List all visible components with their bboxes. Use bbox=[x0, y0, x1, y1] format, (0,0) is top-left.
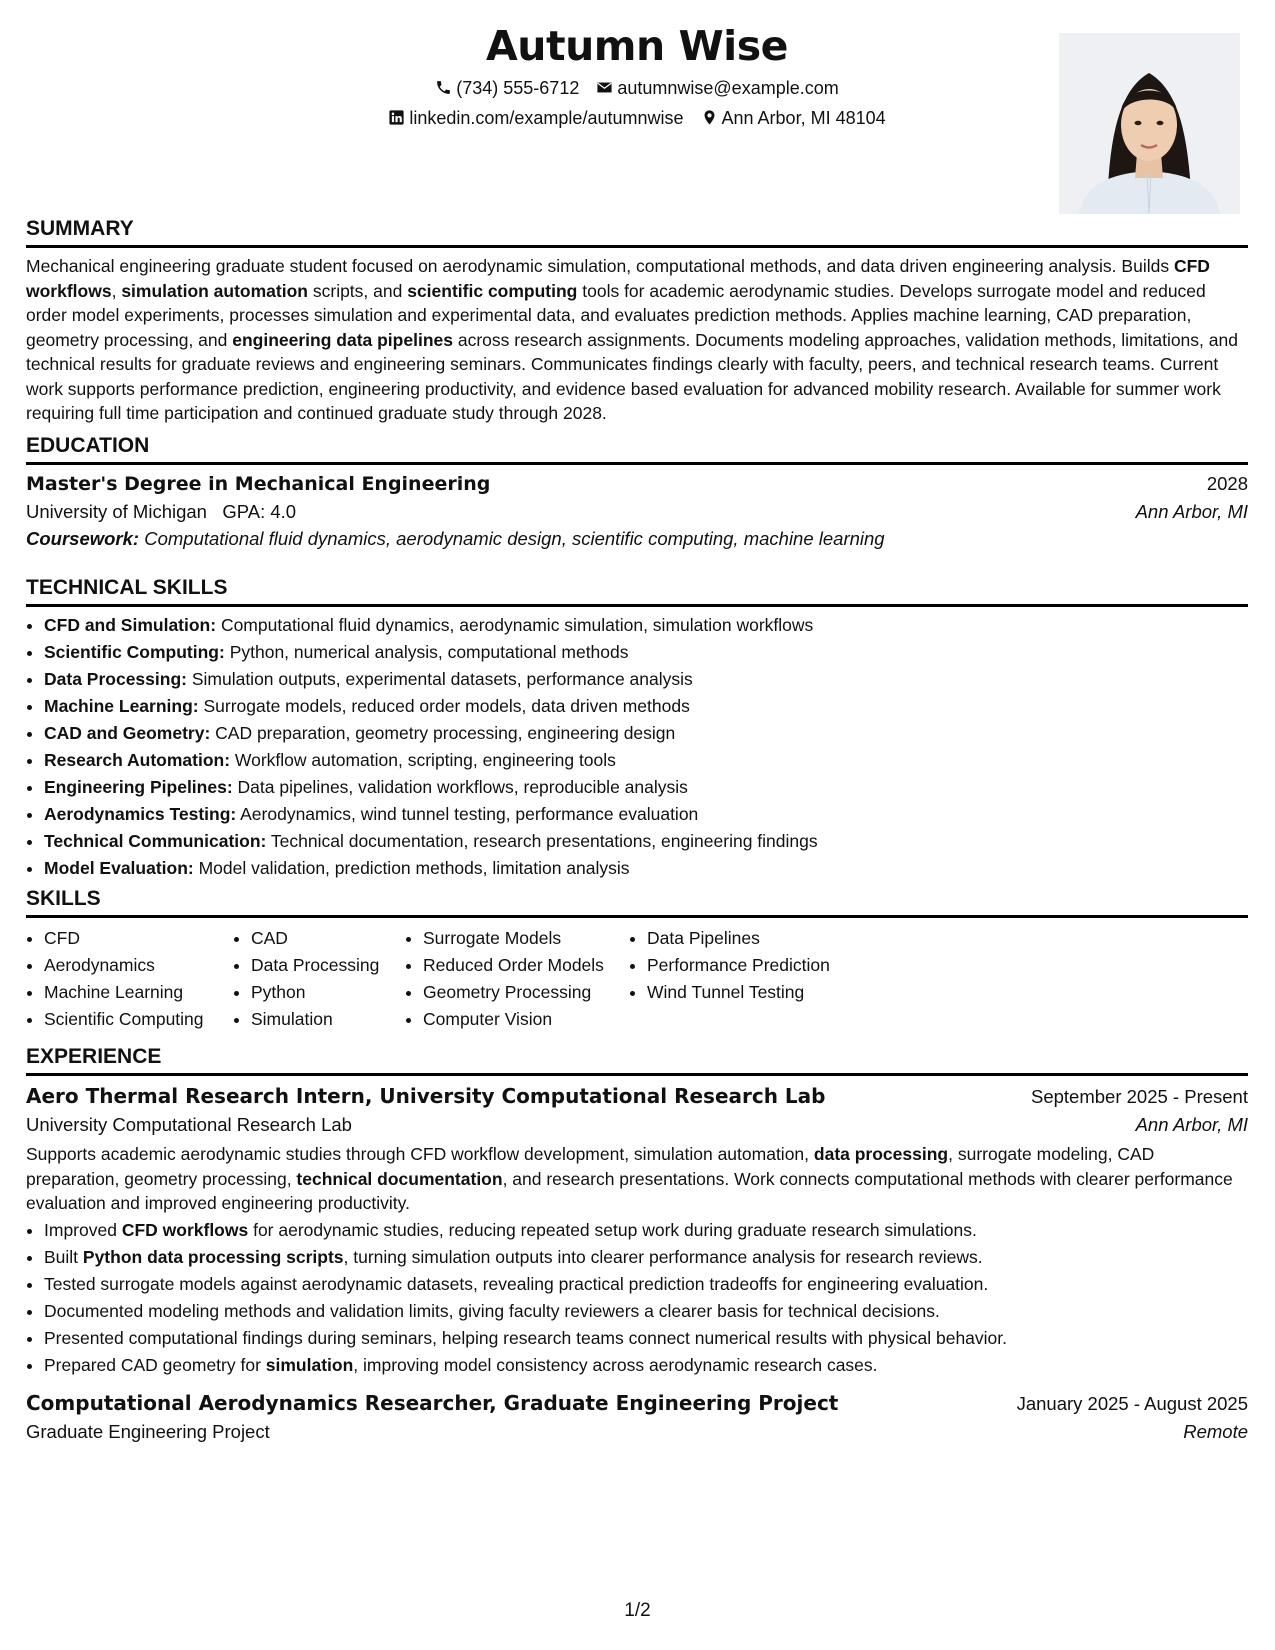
job-1-location: Ann Arbor, MI bbox=[1135, 1114, 1248, 1135]
job-2-dates: January 2025 - August 2025 bbox=[1016, 1392, 1248, 1414]
technical-skill-label: Technical Communication: bbox=[44, 831, 267, 851]
job-1-desc-segment-text: , and research presentations. Work connects computational methods with clearer performance evaluation and improved engineering productivity. bbox=[26, 1168, 1233, 1213]
bullet-segment-text: , improving model consistency across aerodynamic research cases. bbox=[353, 1354, 878, 1375]
bullet-segment-text: Improved bbox=[44, 1219, 122, 1240]
technical-skill-text: Surrogate models, reduced order models, data driven methods bbox=[198, 696, 690, 716]
technical-skill-item bbox=[44, 666, 1248, 693]
phone-text: (734) 555-6712 bbox=[456, 78, 580, 98]
phone-icon bbox=[435, 79, 452, 96]
linkedin-icon bbox=[388, 109, 405, 126]
bullet-segment-text: Documented modeling methods and validation limits, giving faculty reviewers a clearer basis for technical decisions. bbox=[44, 1300, 940, 1321]
job-1-org-row bbox=[26, 1114, 1248, 1136]
education-section bbox=[26, 433, 1248, 550]
skill-item: • CFD bbox=[44, 925, 233, 952]
job-1-bullet bbox=[44, 1271, 1248, 1298]
school-row bbox=[26, 501, 1248, 523]
coursework-label: Coursework: bbox=[26, 528, 140, 549]
summary-segment-text: across research assignments. Documents modeling approaches, validation methods, limitations, and technical results for graduate reviews and engineering seminars. Communicates findings clearly with faculty, peers, and technical research teams. Current work supports performance prediction, engineering productivity, and evidence based evaluation for advanced mobility research. Available for summer work requiring full time participation and continued graduate study through 2028. bbox=[26, 329, 1238, 423]
skills-column bbox=[233, 925, 405, 1033]
technical-skill-item bbox=[44, 828, 1248, 855]
profile-photo bbox=[1059, 33, 1240, 214]
skill-item: • Computer Vision bbox=[423, 1006, 629, 1033]
job-1-desc-segment-text: , surrogate modeling, CAD preparation, geometry processing, bbox=[26, 1144, 1155, 1189]
job-1-bullet bbox=[44, 1298, 1248, 1325]
linkedin-text: linkedin.com/example/autumnwise bbox=[409, 108, 684, 128]
skill-item: • Machine Learning bbox=[44, 979, 233, 1006]
bullet-segment-bold: simulation bbox=[265, 1354, 354, 1375]
skills-column bbox=[629, 925, 869, 1033]
skill-item: • Aerodynamics bbox=[44, 952, 233, 979]
candidate-name: Autumn Wise bbox=[486, 22, 788, 70]
technical-skill-text: Model validation, prediction methods, limitation analysis bbox=[193, 858, 630, 878]
job-1-org: University Computational Research Lab bbox=[26, 1114, 352, 1135]
technical-skill-item bbox=[44, 612, 1248, 639]
skill-item: • Reduced Order Models bbox=[423, 952, 629, 979]
technical-skill-item bbox=[44, 693, 1248, 720]
summary-text bbox=[26, 254, 1248, 426]
summary-segment-bold: simulation automation bbox=[121, 280, 308, 301]
technical-skill-text: Simulation outputs, experimental datasets, performance analysis bbox=[186, 669, 693, 689]
bullet-segment-text: Prepared CAD geometry for bbox=[44, 1354, 266, 1375]
technical-skill-text: Computational fluid dynamics, aerodynamic simulation, simulation workflows bbox=[216, 615, 814, 635]
job-1-bullet bbox=[44, 1244, 1248, 1271]
technical-skill-text: Python, numerical analysis, computational methods bbox=[224, 642, 629, 662]
job-2-location: Remote bbox=[1183, 1420, 1248, 1442]
technical-skill-item bbox=[44, 639, 1248, 666]
skill-item: • Scientific Computing bbox=[44, 1006, 233, 1033]
technical-skill-label: Aerodynamics Testing: bbox=[44, 804, 237, 824]
bullet-segment-bold: CFD workflows bbox=[121, 1219, 249, 1240]
graduation-year: 2028 bbox=[1206, 473, 1248, 494]
technical-skill-item bbox=[44, 720, 1248, 747]
resume-page bbox=[26, 0, 1248, 1650]
degree-row bbox=[26, 473, 1248, 495]
coursework-text: Computational fluid dynamics, aerodynamic design, scientific computing, machine learning bbox=[144, 528, 885, 549]
degree-title: Master's Degree in Mechanical Engineering bbox=[26, 473, 491, 495]
skills-columns bbox=[26, 925, 1248, 1033]
job-2-title-row bbox=[26, 1391, 1248, 1415]
experience-section bbox=[26, 1044, 1248, 1443]
bullet-segment-text: for aerodynamic studies, reducing repeated setup work during graduate research simulations. bbox=[248, 1219, 977, 1240]
summary-segment-bold: CFD workflows bbox=[26, 256, 1210, 301]
skill-item: • Python bbox=[251, 979, 405, 1006]
technical-skill-text: Data pipelines, validation workflows, reproducible analysis bbox=[232, 777, 688, 797]
skill-item: • Data Pipelines bbox=[647, 925, 869, 952]
technical-skill-item bbox=[44, 801, 1248, 828]
school-info bbox=[26, 501, 296, 523]
linkedin-item[interactable] bbox=[388, 107, 683, 129]
job-1-title-row bbox=[26, 1084, 1248, 1108]
skill-item: • Surrogate Models bbox=[423, 925, 629, 952]
map-pin-icon bbox=[701, 109, 718, 126]
summary-segment-bold: scientific computing bbox=[407, 280, 578, 301]
school-name: University of Michigan bbox=[26, 501, 207, 522]
technical-skill-label: CFD and Simulation: bbox=[44, 615, 217, 635]
skills-heading: SKILLS bbox=[26, 886, 1248, 918]
job-2-org-row bbox=[26, 1421, 1248, 1443]
technical-skill-label: Engineering Pipelines: bbox=[44, 777, 233, 797]
portrait-image bbox=[1059, 33, 1240, 214]
job-1-title: Aero Thermal Research Intern, University Computational Research Lab bbox=[26, 1084, 826, 1108]
summary-segment-text: scripts, and bbox=[308, 280, 408, 301]
job-1-description bbox=[26, 1142, 1248, 1216]
skill-item: • Performance Prediction bbox=[647, 952, 869, 979]
technical-skill-text: Technical documentation, research presentations, engineering findings bbox=[266, 831, 818, 851]
job-1-bullet bbox=[44, 1217, 1248, 1244]
summary-segment-bold: engineering data pipelines bbox=[232, 329, 453, 350]
job-1-bullets bbox=[26, 1217, 1248, 1379]
summary-segment-text: tools for academic aerodynamic studies. Develops surrogate model and reduced order model experiments, processes simulation and experimental data, and evaluates prediction methods. Applies machine learning, CAD preparation, geometry processing, and bbox=[26, 280, 1206, 350]
job-1-desc-segment-bold: data processing bbox=[813, 1144, 949, 1164]
technical-skill-label: Scientific Computing: bbox=[44, 642, 225, 662]
technical-skill-item bbox=[44, 855, 1248, 882]
location-text: Ann Arbor, MI 48104 bbox=[721, 108, 886, 128]
skill-item: • Data Processing bbox=[251, 952, 405, 979]
gpa: GPA: 4.0 bbox=[222, 501, 297, 522]
technical-skills-list bbox=[26, 612, 1248, 882]
skills-column bbox=[405, 925, 629, 1033]
technical-skill-item bbox=[44, 747, 1248, 774]
job-2-org: Graduate Engineering Project bbox=[26, 1420, 270, 1442]
technical-skills-section bbox=[26, 575, 1248, 882]
envelope-icon bbox=[596, 79, 613, 96]
email-item[interactable] bbox=[596, 77, 838, 99]
page-number: 1/2 bbox=[624, 1600, 651, 1621]
technical-skill-label: CAD and Geometry: bbox=[44, 723, 211, 743]
skill-item: • Geometry Processing bbox=[423, 979, 629, 1006]
location-item bbox=[701, 107, 886, 129]
summary-section bbox=[26, 216, 1248, 426]
job-1-desc-segment-bold: technical documentation bbox=[296, 1168, 503, 1189]
technical-skill-label: Machine Learning: bbox=[44, 696, 199, 716]
skills-section bbox=[26, 886, 1248, 1033]
technical-skill-item bbox=[44, 774, 1248, 801]
school-location: Ann Arbor, MI bbox=[1135, 501, 1248, 522]
bullet-segment-text: Presented computational findings during seminars, helping research teams connect numerical results with physical behavior. bbox=[44, 1327, 1008, 1348]
job-2-title: Computational Aerodynamics Researcher, Graduate Engineering Project bbox=[26, 1390, 839, 1415]
bullet-segment-text: Built bbox=[44, 1246, 83, 1267]
email-text: autumnwise@example.com bbox=[617, 78, 839, 98]
technical-skill-label: Research Automation: bbox=[44, 750, 231, 770]
technical-skill-text: CAD preparation, geometry processing, engineering design bbox=[210, 723, 676, 743]
experience-heading: EXPERIENCE bbox=[26, 1044, 1248, 1076]
bullet-segment-bold: Python data processing scripts bbox=[82, 1246, 344, 1267]
job-1-dates: September 2025 - Present bbox=[1031, 1086, 1248, 1107]
skill-item: • Wind Tunnel Testing bbox=[647, 979, 869, 1006]
technical-skill-label: Model Evaluation: bbox=[44, 858, 194, 878]
coursework-row bbox=[26, 528, 1248, 550]
summary-heading: SUMMARY bbox=[26, 216, 1248, 248]
phone-item bbox=[435, 77, 579, 99]
skill-item: • CAD bbox=[251, 925, 405, 952]
summary-segment-text: , bbox=[111, 280, 122, 301]
technical-skill-text: Aerodynamics, wind tunnel testing, performance evaluation bbox=[236, 804, 699, 824]
technical-skills-heading: TECHNICAL SKILLS bbox=[26, 575, 1248, 607]
job-1-bullet bbox=[44, 1325, 1248, 1352]
skill-item: • Simulation bbox=[251, 1006, 405, 1033]
job-1-bullet bbox=[44, 1352, 1248, 1379]
job-1-desc-segment-text: Supports academic aerodynamic studies through CFD workflow development, simulation automation, bbox=[26, 1144, 814, 1164]
education-heading: EDUCATION bbox=[26, 433, 1248, 465]
technical-skill-text: Workflow automation, scripting, engineering tools bbox=[230, 750, 616, 770]
summary-segment-text: Mechanical engineering graduate student focused on aerodynamic simulation, computational methods, and data driven engineering analysis. Builds bbox=[26, 256, 1174, 276]
skills-column bbox=[26, 925, 233, 1033]
technical-skill-label: Data Processing: bbox=[44, 669, 187, 689]
bullet-segment-text: Tested surrogate models against aerodynamic datasets, revealing practical prediction tradeoffs for engineering evaluation. bbox=[44, 1273, 989, 1294]
bullet-segment-text: , turning simulation outputs into clearer performance analysis for research reviews. bbox=[343, 1246, 983, 1267]
